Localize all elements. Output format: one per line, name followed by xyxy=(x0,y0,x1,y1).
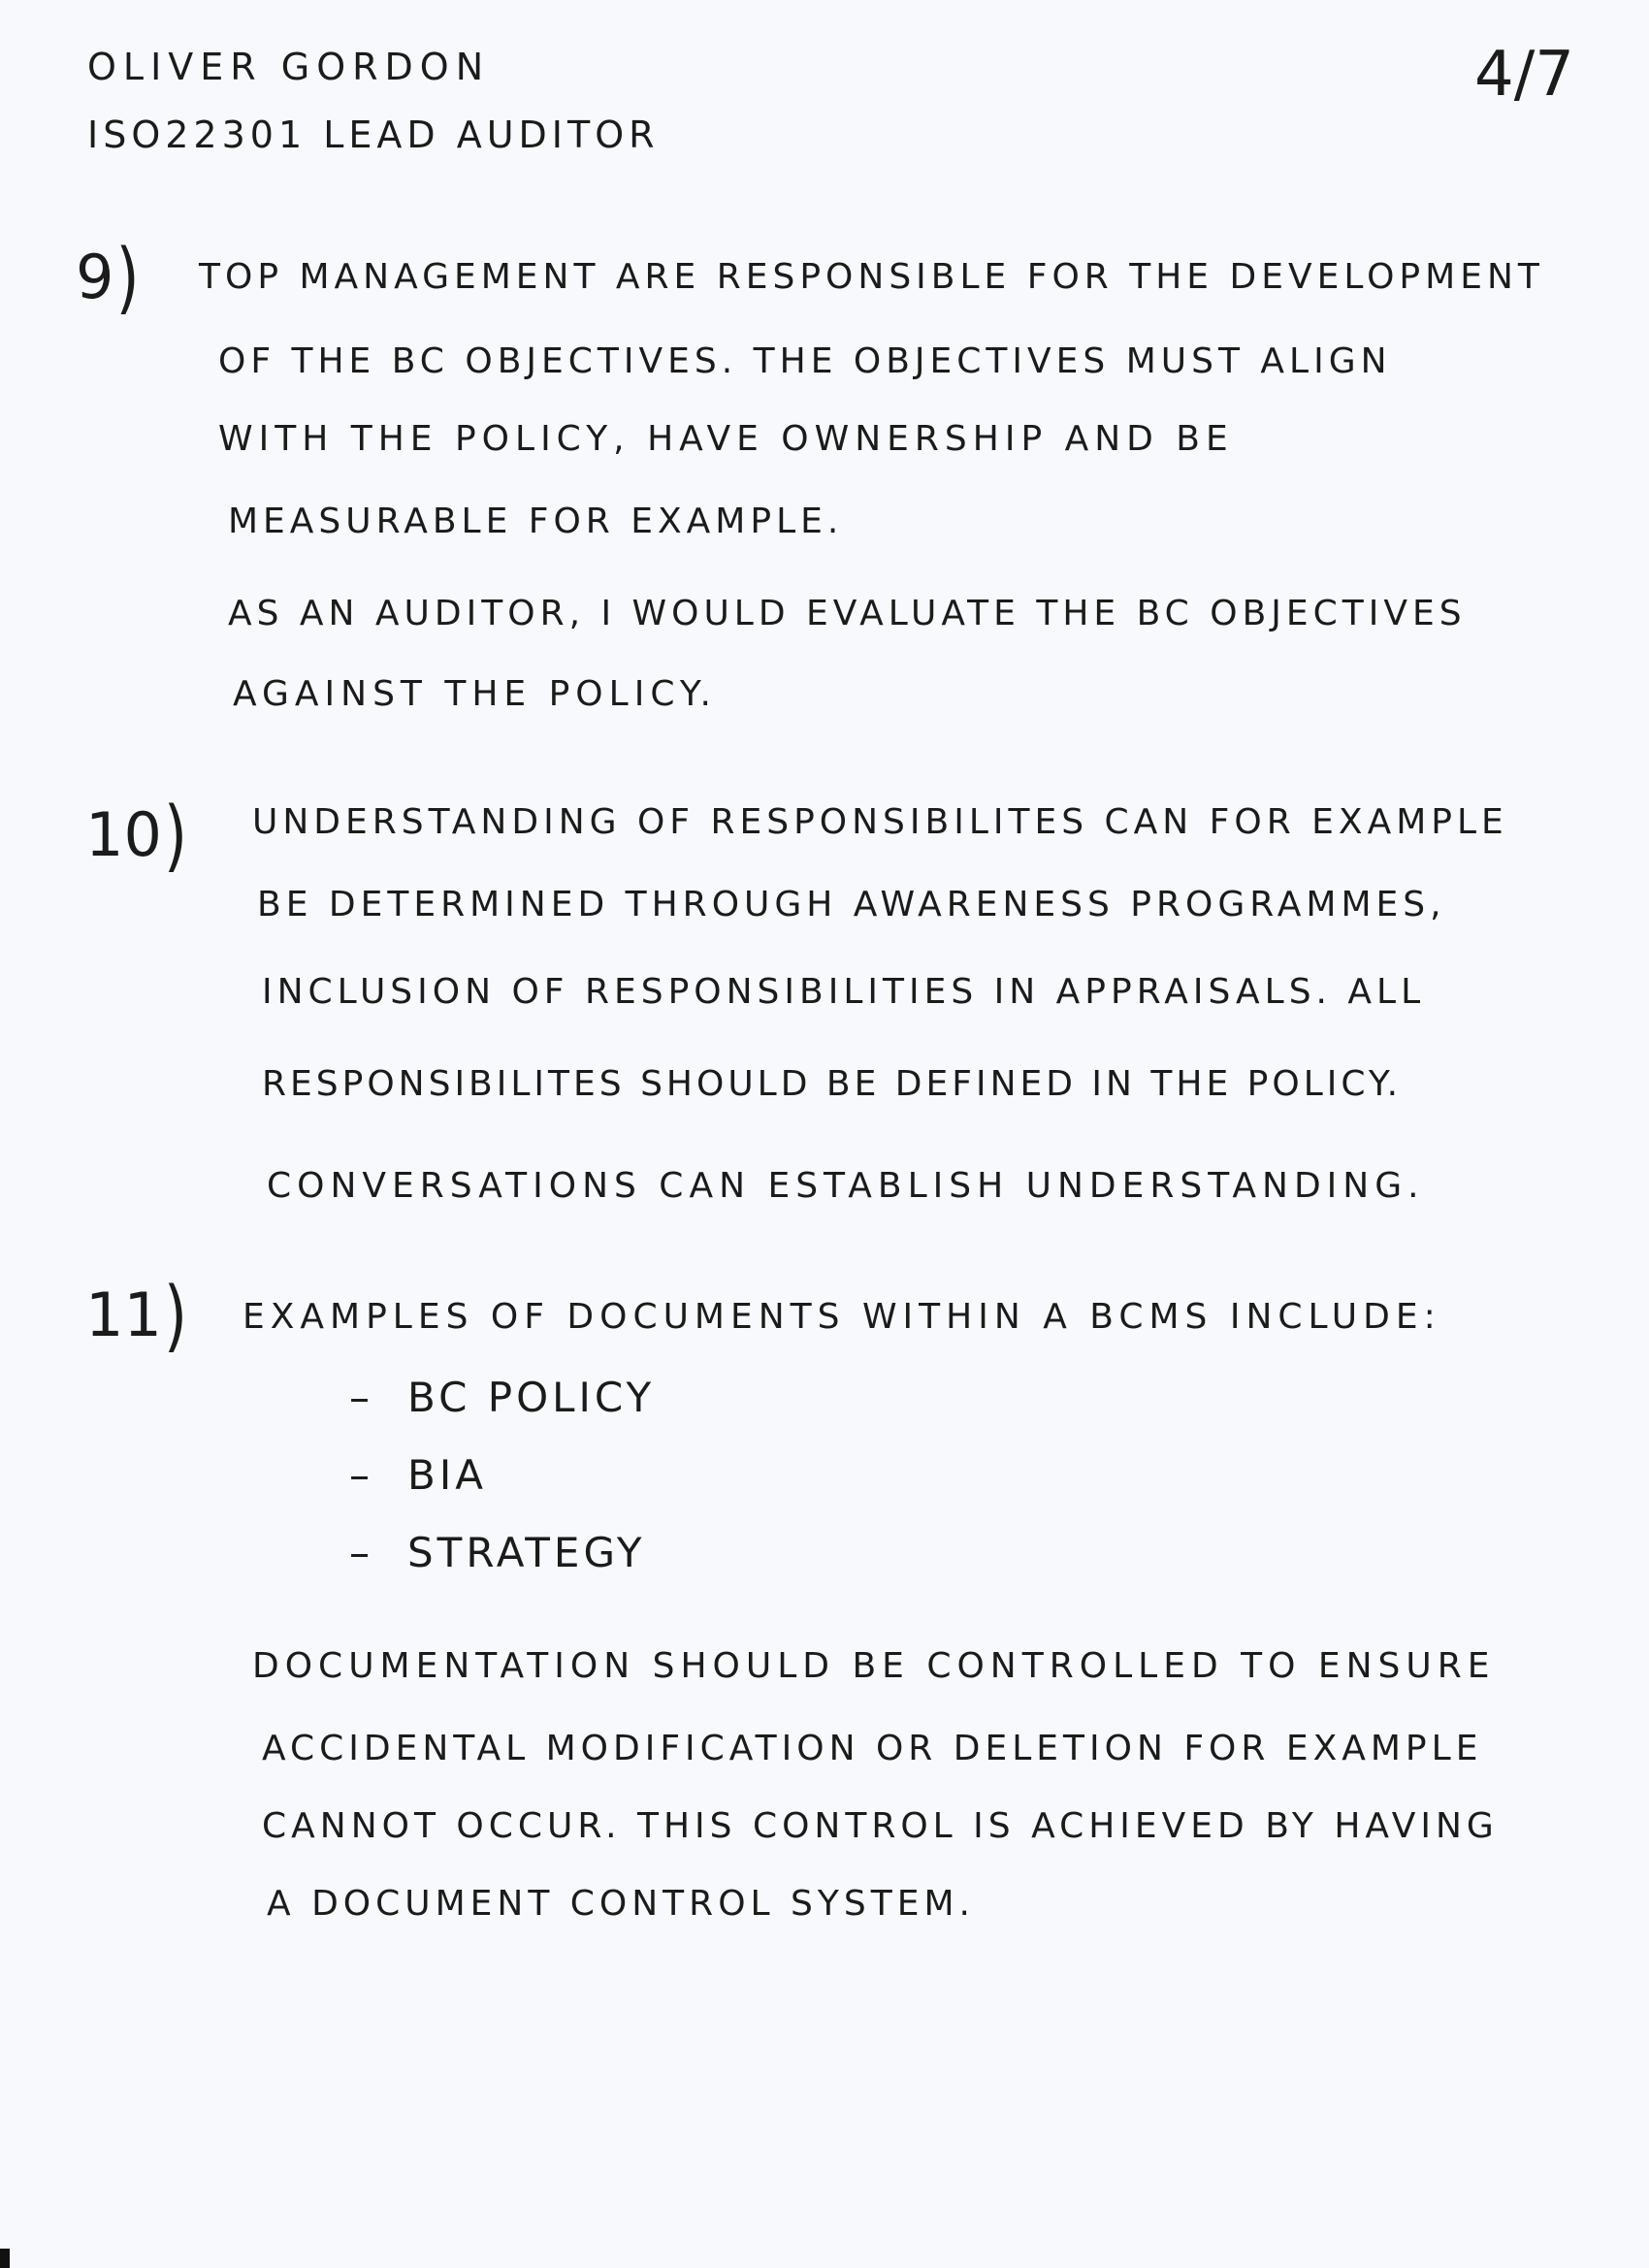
author-title: ISO22301 LEAD AUDITOR xyxy=(87,113,660,156)
answer-10-line: UNDERSTANDING OF RESPONSIBILITES CAN FOR EXAMPLE xyxy=(252,802,1508,842)
answer-11-line: A DOCUMENT CONTROL SYSTEM. xyxy=(267,1884,975,1924)
answer-9-line: WITH THE POLICY, HAVE OWNERSHIP AND BE xyxy=(218,419,1234,459)
answer-10-line: BE DETERMINED THROUGH AWARENESS PROGRAMMES, xyxy=(257,885,1446,924)
answer-number-10: 10) xyxy=(85,788,188,881)
list-item: – STRATEGY xyxy=(349,1529,646,1576)
answer-9-line: OF THE BC OBJECTIVES. THE OBJECTIVES MUST ALIGN xyxy=(218,341,1392,381)
answer-number-9: 9) xyxy=(76,230,140,323)
answer-10-line: RESPONSIBILITES SHOULD BE DEFINED IN THE POLICY. xyxy=(262,1064,1403,1104)
answer-10-line: INCLUSION OF RESPONSIBILITIES IN APPRAISALS. ALL xyxy=(262,972,1426,1012)
answer-10-line: CONVERSATIONS CAN ESTABLISH UNDERSTANDING. xyxy=(267,1166,1425,1206)
author-name: OLIVER GORDON xyxy=(87,46,491,88)
list-item: – BC POLICY xyxy=(349,1374,656,1421)
answer-11-line: CANNOT OCCUR. THIS CONTROL IS ACHIEVED BY HAVING xyxy=(262,1806,1499,1846)
answer-11-intro: EXAMPLES OF DOCUMENTS WITHIN A BCMS INCLUDE: xyxy=(242,1297,1441,1337)
scan-edge-mark xyxy=(0,2249,10,2268)
page-number: 4/7 xyxy=(1474,39,1574,111)
answer-number-11: 11) xyxy=(85,1268,188,1361)
answer-9-line: AGAINST THE POLICY. xyxy=(233,674,717,714)
answer-9-line: TOP MANAGEMENT ARE RESPONSIBLE FOR THE DEVELOPMENT xyxy=(199,257,1544,297)
answer-9-line: MEASURABLE FOR EXAMPLE. xyxy=(228,502,844,541)
list-item: – BIA xyxy=(349,1451,487,1499)
answer-11-line: DOCUMENTATION SHOULD BE CONTROLLED TO ENSURE xyxy=(252,1646,1496,1686)
answer-9-line: AS AN AUDITOR, I WOULD EVALUATE THE BC OBJECTIVES xyxy=(228,594,1467,633)
answer-11-line: ACCIDENTAL MODIFICATION OR DELETION FOR EXAMPLE xyxy=(262,1729,1483,1768)
